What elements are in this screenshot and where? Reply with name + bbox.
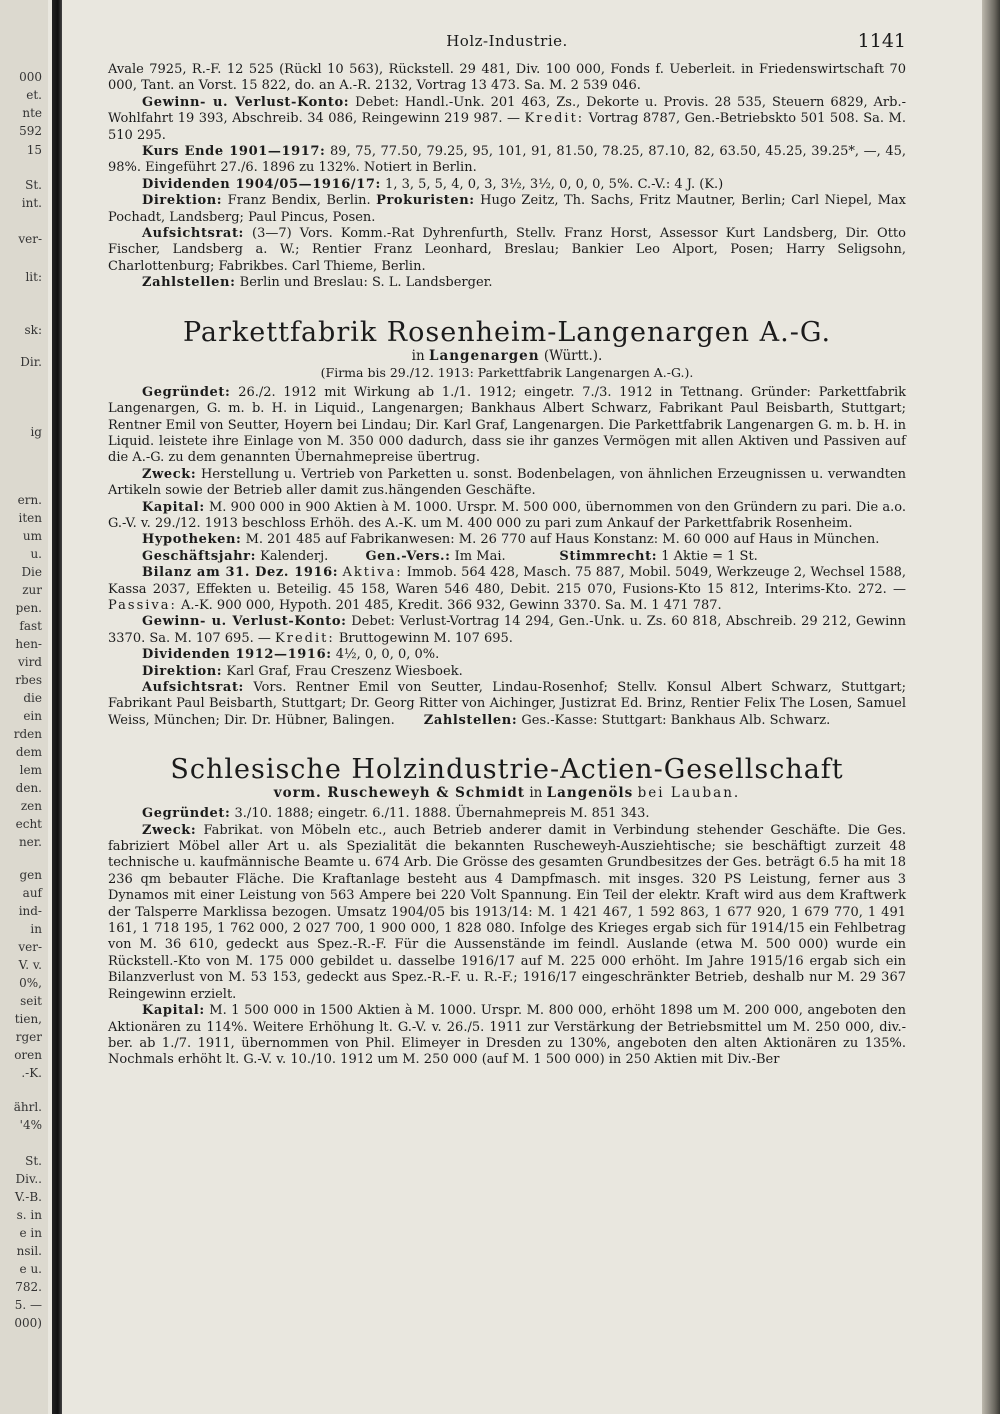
margin-fragment: rger xyxy=(15,1030,42,1044)
margin-fragment: oren xyxy=(14,1048,42,1062)
margin-fragment: 782. xyxy=(15,1280,42,1294)
margin-fragment: hen- xyxy=(15,637,42,651)
margin-fragment: V. v. xyxy=(18,958,42,972)
purpose: Zweck: Herstellung u. Vertrieb von Parketten u. sonst. Bodenbelagen, von ähnlichen Erzeugnissen u. verwandten Artikeln sowie der Betrieb aller damit zus.hängenden Geschäfte. xyxy=(108,466,907,499)
margin-fragment: dem xyxy=(15,745,42,759)
dividends: Dividenden 1904/05—1916/17: 1, 3, 5, 5, 4, 0, 3, 3½, 3½, 0, 0, 0, 5%. C.-V.: 4 J. (K.) xyxy=(142,176,724,192)
margin-fragment: Die xyxy=(21,565,42,579)
margin-fragment: lem xyxy=(19,763,42,777)
profit-loss-account: Gewinn- u. Verlust-Konto: Debet: Handl.-Unk. 201 463, Zs., Dekorte u. Provis. 28 535, Steuern 6829, Arb.-Wohlfahrt 19 393, Abschreib. 34 086, Reingewinn 219 987. — Kredit: Vortrag 8787, Gen.-Betriebskto 501 508. Sa. M. 510 295. xyxy=(108,94,906,143)
company-location: vorm. Ruscheweyh & Schmidt in Langenöls bei Lauban. xyxy=(273,785,741,802)
margin-fragment: gen xyxy=(19,868,42,882)
margin-fragment: e u. xyxy=(19,1262,42,1276)
margin-fragment: '4% xyxy=(19,1118,42,1132)
mortgages: Hypotheken: M. 201 485 auf Fabrikanwesen: M. 26 770 auf Haus Konstanz: M. 60 000 auf Haus in München. xyxy=(142,532,880,548)
margin-fragment: echt xyxy=(15,817,42,831)
page-header xyxy=(108,26,906,62)
margin-fragment: zen xyxy=(20,799,42,813)
page-content xyxy=(108,26,906,1069)
margin-fragment: 5. — xyxy=(14,1298,42,1312)
profit-loss-account: Gewinn- u. Verlust-Konto: Debet: Verlust-Vortrag 14 294, Gen.-Unk. u. Zs. 60 818, Abschreib. 29 212, Gewinn 3370. Sa. M. 107 695. — Kredit: Bruttogewinn M. 107 695. xyxy=(108,614,906,646)
management: Direktion: Franz Bendix, Berlin. Prokuristen: Hugo Zeitz, Th. Sachs, Fritz Mautner, Berlin; Carl Niepel, Max Pochadt, Landsberg; Paul Pincus, Posen. xyxy=(108,193,906,225)
margin-fragment: lit: xyxy=(25,270,42,284)
margin-fragment: seit xyxy=(20,994,42,1008)
margin-fragment: die xyxy=(23,691,42,705)
margin-fragment: ein xyxy=(23,709,42,723)
left-margin-strip xyxy=(0,0,48,1414)
management: Direktion: Karl Graf, Frau Creszenz Wiesboek. xyxy=(142,663,463,679)
page-right-edge xyxy=(982,0,1000,1414)
margin-fragment: sk: xyxy=(24,323,42,337)
margin-fragment: um xyxy=(22,529,42,543)
margin-fragment: V.-B. xyxy=(14,1190,42,1204)
margin-fragment: fast xyxy=(19,619,42,633)
margin-fragment: iten xyxy=(18,511,42,525)
margin-fragment: ährl. xyxy=(13,1100,42,1114)
margin-fragment: ver- xyxy=(18,940,42,954)
margin-fragment: ner. xyxy=(18,835,42,849)
margin-fragment: zur xyxy=(22,583,42,597)
margin-fragment: ig xyxy=(30,425,42,439)
balance-continuation: Avale 7925, R.-F. 12 525 (Rückl 10 563), Rückstell. 29 481, Div. 100 000, Fonds f. Ueberleit. in Friedenswirtschaft 70 000, Tant. an Vorst. 15 822, do. an A.-R. 2132, Vortrag 13 473. Sa. M. 2 539 046. xyxy=(108,62,906,94)
margin-fragment: .-K. xyxy=(21,1066,42,1080)
margin-fragment: St. xyxy=(25,178,42,192)
margin-fragment: 000) xyxy=(14,1316,42,1330)
founding: Gegründet: 3./10. 1888; eingetr. 6./11. 1888. Übernahmepreis M. 851 343. xyxy=(142,806,650,822)
margin-fragment: et. xyxy=(26,88,42,102)
margin-fragment: 15 xyxy=(26,143,42,157)
margin-fragment: Dir. xyxy=(20,355,42,369)
margin-fragment: e in xyxy=(19,1226,42,1240)
margin-fragment: nte xyxy=(22,106,42,120)
margin-fragment: tien, xyxy=(14,1012,42,1026)
margin-fragment: int. xyxy=(21,196,42,210)
supervisory-board: Aufsichtsrat: Vors. Rentner Emil von Seutter, Lindau-Rosenhof; Stellv. Konsul Albert Schwarz, Stuttgart; Fabrikant Paul Beisbarth, Stuttgart; Dr. Georg Ritter von Aichinger, Justizrat Ed. Brinz, Rentier Felix The Losen, Samuel Weiss, München; Dir. Dr. Hübner, Balingen. Zahlstellen: Ges.-Kasse: Stuttgart: Bankhaus Alb. Schwarz. xyxy=(108,680,906,728)
margin-fragment: u. xyxy=(30,547,42,561)
running-title: Holz-Industrie. xyxy=(446,32,568,50)
margin-fragment: ern. xyxy=(17,493,42,507)
page-number: 1141 xyxy=(857,30,906,52)
margin-fragment: pen. xyxy=(15,601,42,615)
margin-fragment: 592 xyxy=(19,124,42,138)
margin-fragment: auf xyxy=(22,886,42,900)
founding: Gegründet: 26./2. 1912 mit Wirkung ab 1./1. 1912; eingetr. 7./3. 1912 in Tettnang. Gründer: Parkettfabrik Langenargen, G. m. b. H. in Liquid., Langenargen; Bankhaus Albert Schwarz, Fabrikant Paul Beisbarth, Stuttgart; Rentner Emil von Seutter, Hoyern bei Lindau; Dir. Karl Graf, Langenargen. Die Parkettfabrik Langenargen G. m. b. H. in Liquid. leistete ihre Einlage von M. 350 000 dadurch, dass sie ihr ganzes Vermögen mit allen Aktiven und Passiven auf die A.-G. zu dem genannten Übernahmepreise übertrug. xyxy=(108,384,907,466)
margin-fragment: den. xyxy=(15,781,42,795)
purpose: Zweck: Fabrikat. von Möbeln etc., auch Betrieb anderer damit in Verbindung stehender Geschäfte. Die Ges. fabriziert Möbel aller Art u. als Spezialität die bekannten Ruscheweyh-Ausziehtische; sie beschäftigt zurzeit 48 technische u. kaufmännische Beamte u. 674 Arb. Die Grösse des gesamten Grundbesitzes der Ges. beträgt 6.5 ha mit 18 236 qm bebauter Fläche. Die Kraftanlage besteht aus 4 Dampfmasch. mit insges. 320 PS Leistung, ferner aus 3 Dynamos mit einer Leistung von 563 Ampere bei 220 Volt Spannung. Ein Teil der elektr. Kraft wird aus dem Kraftwerk der Talsperre Marklissa bezogen. Umsatz 1904/05 bis 1913/14: M. 1 421 467, 1 592 863, 1 677 920, 1 679 770, 1 491 161, 1 718 195, 1 762 000, 2 027 700, 1 900 000, 1 828 080. Infolge des Krieges ergab sich für 1914/15 ein Fehlbetrag von M. 36 610, gedeckt aus Spez.-R.-F. Für die Aussenstände im feindl. Auslande (etwa M. 500 000) wurde ein Rückstell.-Kto von M. 175 000 gebildet u. dasselbe 1916/17 auf M. 225 000 erhöht. Im Jahre 1915/16 ergab sich ein Bilanzverlust von M. 53 153, gedeckt aus Spez.-R.-F. u. R.-F.; 1916/17 eingeschränkter Betrieb, deshalb nur M. 29 367 Reingewinn erzielt. xyxy=(108,822,906,1002)
former-name: (Firma bis 29./12. 1913: Parkettfabrik Langenargen A.-G.). xyxy=(320,364,694,380)
margin-fragment: rbes xyxy=(15,673,42,687)
book-gutter xyxy=(52,0,62,1414)
supervisory-board: Aufsichtsrat: (3—7) Vors. Komm.-Rat Dyhrenfurth, Stellv. Franz Horst, Assessor Kurt Landsberg, Dir. Otto Fischer, Landsberg a. W.; Rentier Franz Leonhard, Breslau; Bankier Leo Alport, Posen; Harry Seligsohn, Charlottenburg; Fabrikbes. Carl Thieme, Berlin. xyxy=(108,226,906,274)
margin-fragment: St. xyxy=(25,1154,42,1168)
margin-fragment: Div.. xyxy=(15,1172,42,1186)
paying-agents: Zahlstellen: Berlin und Breslau: S. L. Landsberger. xyxy=(142,275,493,291)
margin-fragment: vird xyxy=(17,655,42,669)
company-title-parkettfabrik: Parkettfabrik Rosenheim-Langenargen A.-G. xyxy=(182,316,832,348)
margin-fragment: 0%, xyxy=(19,976,42,990)
capital: Kapital: M. 1 500 000 in 1500 Aktien à M. 1000. Urspr. M. 800 000, erhöht 1898 um M. 200 000, angeboten den Aktionären zu 114%. Weitere Erhöhung lt. G.-V. v. 26./5. 1911 zur Verstärkung der Betriebsmittel um M. 250 000, div.-ber. ab 1./7. 1911, übernommen von Phil. Elimeyer in Dresden zu 130%, angeboten den alten Aktionären zu 135%. Nochmals erhöht lt. G.-V. v. 10./10. 1912 um M. 250 000 (auf M. 1 500 000) in 250 Aktien mit Div.-Ber xyxy=(108,1003,906,1068)
margin-fragment: nsil. xyxy=(16,1244,42,1258)
company-location: in Langenargen (Württ.). xyxy=(411,347,603,364)
margin-fragment: ind- xyxy=(18,904,42,918)
fiscal-year: Geschäftsjahr: Kalenderj. Gen.-Vers.: Im Mai. Stimmrecht: 1 Aktie = 1 St. xyxy=(142,548,758,564)
margin-fragment: s. in xyxy=(16,1208,42,1222)
margin-fragment: ver- xyxy=(18,232,42,246)
balance-sheet: Bilanz am 31. Dez. 1916: Aktiva: Immob. 564 428, Masch. 75 887, Mobil. 5049, Werkzeuge 2, Wechsel 1588, Kassa 2037, Effekten u. Beteilig. 45 158, Waren 546 480, Debit. 215 070, Fusions-Kto 15 812, Interims-Kto. 272. — Passiva: A.-K. 900 000, Hypoth. 201 485, Kredit. 366 932, Gewinn 3370. Sa. M. 1 471 787. xyxy=(108,565,907,613)
capital: Kapital: M. 900 000 in 900 Aktien à M. 1000. Urspr. M. 500 000, übernommen von den Gründern zu pari. Die a.o. G.-V. v. 29./12. 1913 beschloss Erhöh. des A.-K. um M. 400 000 zu pari zum Ankauf der Parkettfabrik Rosenheim. xyxy=(108,499,906,531)
margin-fragment: 000 xyxy=(19,70,42,84)
company-title-schlesische: Schlesische Holzindustrie-Actien-Gesellschaft xyxy=(170,754,844,786)
dividends: Dividenden 1912—1916: 4½, 0, 0, 0, 0%. xyxy=(142,647,440,663)
share-price-history: Kurs Ende 1901—1917: 89, 75, 77.50, 79.25, 95, 101, 91, 81.50, 78.25, 87.10, 82, 63.50, 45.25, 39.25*, —, 45, 98%. Eingeführt 27./6. 1896 zu 132%. Notiert in Berlin. xyxy=(108,144,906,176)
margin-fragment: rden xyxy=(13,727,42,741)
margin-fragment: in xyxy=(30,922,42,936)
